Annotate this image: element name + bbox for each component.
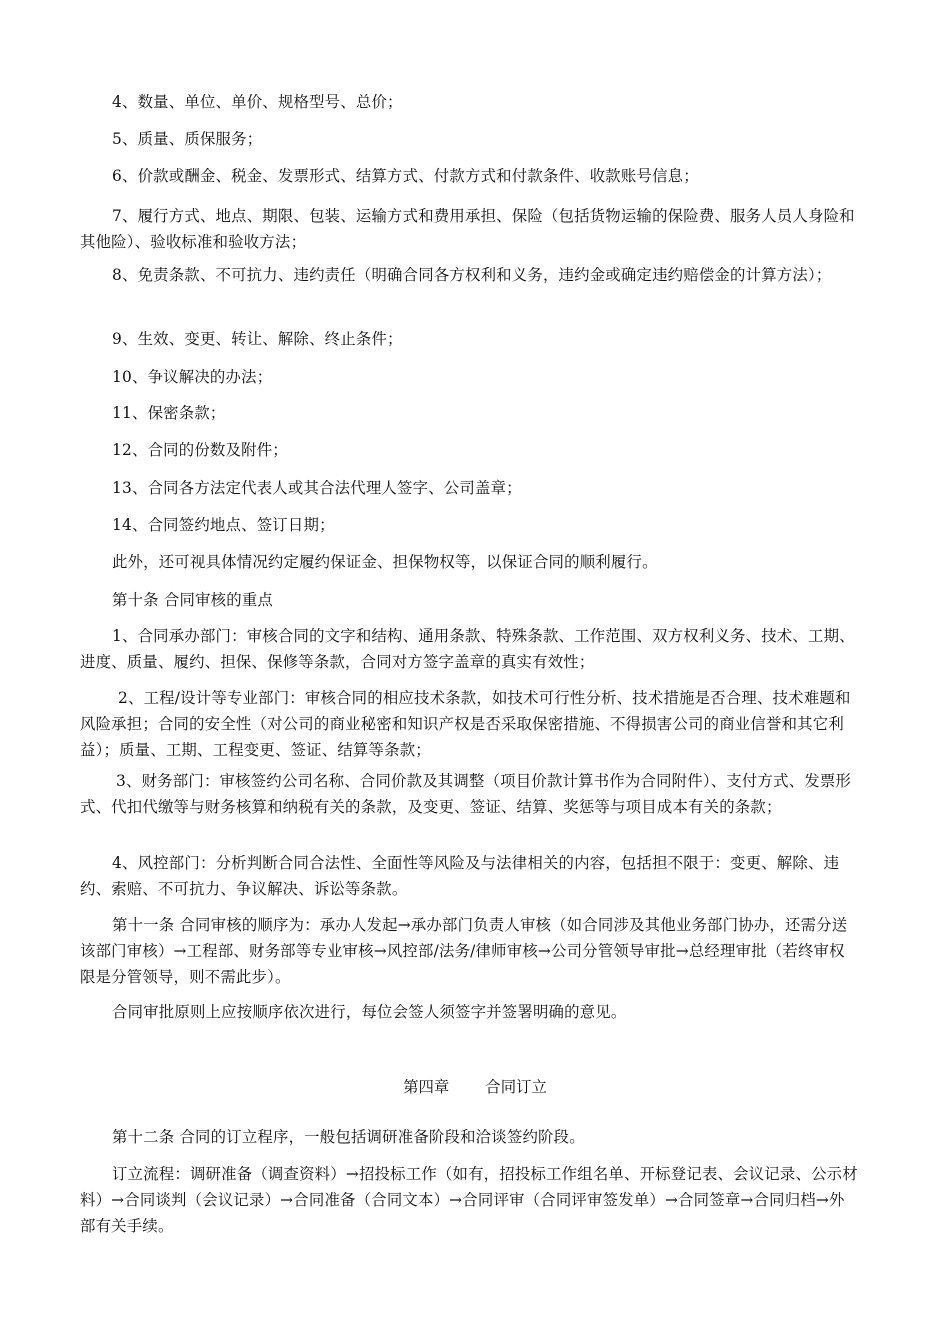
clause-item-5: 5、质量、质保服务；	[112, 130, 263, 148]
review-point-1: 1、合同承办部门：审核合同的文字和结构、通用条款、特殊条款、工作范围、双方权利义务、技术、工期、进度、质量、履约、担保、保修等条款，合同对方签字盖章的真实有效性；	[80, 627, 855, 671]
clause-item-11: 11、保密条款；	[112, 404, 226, 422]
clause-item-9: 9、生效、变更、转让、解除、终止条件；	[112, 330, 403, 348]
clause-item-10: 10、争议解决的办法；	[112, 368, 273, 386]
signing-flow-paragraph: 订立流程：调研准备（调查资料）→招投标工作（如有，招投标工作组名单、开标登记表、会议记录、公示材料）→合同谈判（会议记录）→合同准备（合同文本）→合同评审（合同评审签发单）→合同签章→合同归档→外部有关手续。	[80, 1165, 858, 1235]
supplement-paragraph: 此外，还可视具体情况约定履约保证金、担保物权等，以保证合同的顺利履行。	[112, 553, 658, 571]
clause-item-13: 13、合同各方法定代表人或其合法代理人签字、公司盖章；	[112, 479, 522, 497]
chapter-number: 第四章	[403, 1078, 450, 1096]
clause-item-8: 8、免责条款、不可抗力、违约责任（明确合同各方权利和义务，违约金或确定违约赔偿金的计算方法）；	[112, 266, 832, 284]
article-12-paragraph: 第十二条 合同的订立程序，一般包括调研准备阶段和洽谈签约阶段。	[112, 1128, 585, 1146]
clause-item-14: 14、合同签约地点、签订日期；	[112, 516, 335, 534]
chapter-title: 合同订立	[485, 1078, 547, 1096]
chapter-heading	[0, 1074, 950, 1100]
review-point-2: 2、工程/设计等专业部门：审核合同的相应技术条款，如技术可行性分析、技术措施是否合理、技术难题和风险承担；合同的安全性（对公司的商业秘密和知识产权是否采取保密措施、不得损害公司的商业信誉和其它利益）；质量、工期、工程变更、签证、结算等条款；	[80, 689, 851, 759]
approval-principle-paragraph: 合同审批原则上应按顺序依次进行，每位会签人须签字并签署明确的意见。	[112, 1003, 627, 1021]
review-point-3: 3、财务部门：审核签约公司名称、合同价款及其调整（项目价款计算书作为合同附件）、支付方式、发票形式、代扣代缴等与财务核算和纳税有关的条款，及变更、签证、结算、奖惩等与项目成本有关的条款；	[80, 772, 852, 816]
review-point-4: 4、风控部门：分析判断合同合法性、全面性等风险及与法律相关的内容，包括担不限于：变更、解除、违约、索赔、不可抗力、争议解决、诉讼等条款。	[80, 854, 840, 898]
clause-item-7: 7、履行方式、地点、期限、包装、运输方式和费用承担、保险（包括货物运输的保险费、服务人员人身险和其他险）、验收标准和验收方法；	[80, 207, 855, 251]
clause-item-6: 6、价款或酬金、税金、发票形式、结算方式、付款方式和付款条件、收款账号信息；	[112, 167, 699, 185]
clause-item-12: 12、合同的份数及附件；	[112, 441, 288, 459]
article-10-heading: 第十条 合同审核的重点	[112, 591, 273, 609]
article-11-paragraph: 第十一条 合同审核的顺序为：承办人发起→承办部门负责人审核（如合同涉及其他业务部门协办，还需分送该部门审核）→工程部、财务部等专业审核→风控部/法务/律师审核→公司分管领导审批→总经理审批（若终审权限是分管领导，则不需此步）。	[80, 916, 848, 986]
clause-item-4: 4、数量、单位、单价、规格型号、总价；	[112, 93, 403, 111]
